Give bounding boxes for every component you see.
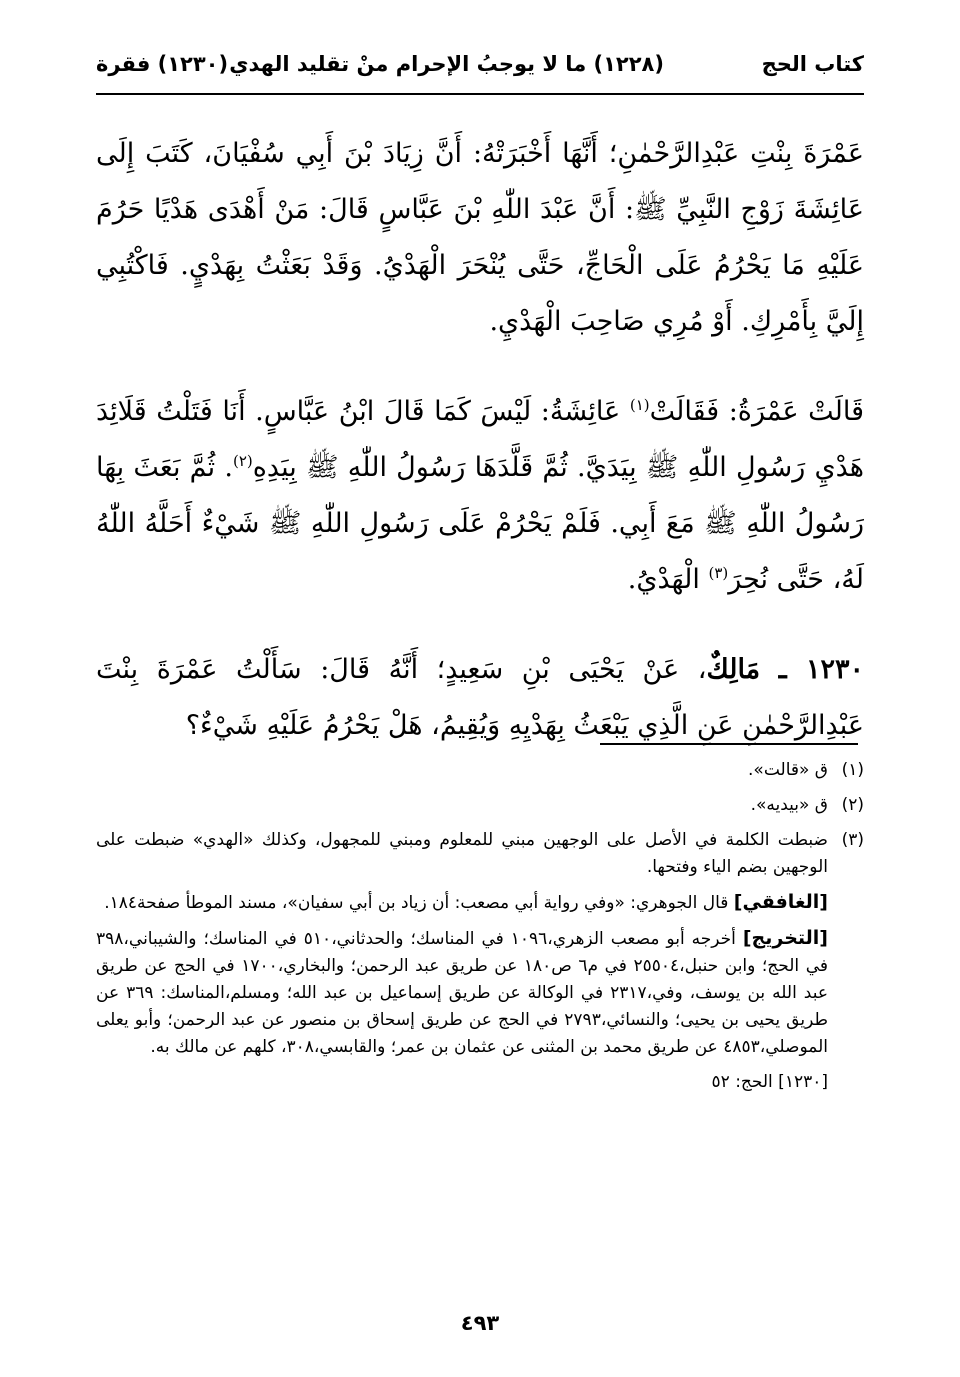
- footnote-ref-3[interactable]: (٣): [708, 564, 729, 582]
- footnote-3: [96, 827, 864, 881]
- paragraph-3: [96, 642, 864, 754]
- takhrij-text: أخرجه أبو مصعب الزهري،١٠٩٦ في المناسك؛ والحدثاني،٥١٠ في المناسك؛ والشيباني،٣٩٨ في الحج؛ وابن حنبل،٢٥٥٠٤ في م٦ ص١٨٠ عن طريق عبد الرحمن؛ والبخاري،١٧٠٠ في الحج عن طريق عبد الله بن يوسف، وفي،٢٣١٧ في الوكالة عن طريق إسماعيل بن عبد الله؛ ومسلم،المناسك: ٣٦٩ عن طريق يحيى بن يحيى؛ والنسائي،٢٧٩٣ في الحج عن طريق إسحاق بن منصور عن عبد الرحمن؛ وأبو يعلى الموصلي،٤٨٥٣ عن طريق محمد بن المثنى عن عثمان بن عمر؛ والقابسي،٣٠٨، كلهم عن مالك به.: [96, 929, 828, 1057]
- paragraph-2: [96, 384, 864, 608]
- cross-reference: [١٢٣٠] الحج: ٥٢: [711, 1072, 828, 1092]
- footnote-ref-2[interactable]: (٢): [232, 452, 253, 470]
- ghafiqi-note: [96, 889, 864, 917]
- paragraph-2-part-b: عَائِشَةُ: لَيْسَ كَمَا قَالَ ابْنُ عَبَّاسٍ. أَنَا فَتَلْتُ قَلَائِدَ هَدْيِ رَسُولِ اللّٰهِ ﷺ بِيَدَيَّ. ثُمَّ قَلَّدَهَا رَسُولُ اللّٰهِ ﷺ بِيَدِهِ: [96, 396, 864, 483]
- paragraph-2-part-a: قَالَتْ عَمْرَةُ: فَقَالَتْ: [649, 396, 864, 427]
- footnote-2: [96, 792, 864, 819]
- running-header: [96, 40, 864, 94]
- paragraph-3-text: ، عَنْ يَحْيَى بْنِ سَعِيدٍ؛ أَنَّهُ قَالَ: سَأَلْتُ عَمْرَةَ بِنْتَ عَبْدِالرَّحْمٰنِ عَنِ الَّذِي يَبْعَثُ بِهَدْيِهِ وَيُقِيمُ، هَلْ يَحْرُمُ عَلَيْهِ شَيْءٌ؟: [96, 654, 864, 741]
- main-text: [96, 126, 864, 788]
- ghafiqi-tag: [الغافقي]: [733, 891, 828, 913]
- footnote-ref-1[interactable]: (١): [629, 396, 650, 414]
- footnote-1-text: ق «قالت».: [748, 760, 828, 780]
- footnote-3-text: ضبطت الكلمة في الأصل على الوجهين مبني للمعلوم ومبني للمجهول، وكذلك «الهدي» ضبطت على الوجهين بضم الياء وفتحها.: [96, 830, 828, 877]
- narrator-malik: مَالِكٌ: [706, 654, 761, 685]
- page-number: ٤٩٣: [460, 1311, 500, 1335]
- footnote-3-number: (٣): [841, 830, 864, 850]
- takhrij-note: [96, 925, 864, 1061]
- footnote-1: [96, 757, 864, 784]
- paragraph-2-part-d: الْهَدْيُ.: [627, 564, 709, 595]
- chapter-title: (١٢٢٨) ما لا يوجبُ الإحرام منْ تقليد الهدي: [229, 52, 664, 76]
- header-divider: [96, 93, 864, 95]
- footnote-2-text: ق «بيديه».: [750, 795, 828, 815]
- footnote-1-number: (١): [841, 760, 864, 780]
- footnote-2-number: (٢): [841, 795, 864, 815]
- paragraph-1: عَمْرَةَ بِنْتِ عَبْدِالرَّحْمٰنِ؛ أَنَّهَا أَخْبَرَتْهُ: أَنَّ زِيَادَ بْنَ أَبِي سُفْيَانَ، كَتَبَ إِلَى عَائِشَةَ زَوْجِ النَّبِيِّ ﷺ: أَنَّ عَبْدَ اللّٰهِ بْنَ عَبَّاسٍ قَالَ: مَنْ أَهْدَى هَدْيًا حَرُمَ عَلَيْهِ مَا يَحْرُمُ عَلَى الْحَاجِّ، حَتَّى يُنْحَرَ الْهَدْيُ. وَقَدْ بَعَثْتُ بِهَدْيٍ. فَاكْتُبِي إِلَيَّ بِأَمْرِكِ. أَوْ مُرِي صَاحِبَ الْهَدْيِ.: [96, 138, 865, 337]
- footnotes: [96, 757, 864, 1104]
- book-title: كتاب الحج: [761, 52, 864, 76]
- footnote-divider: [600, 743, 858, 745]
- ghafiqi-text: قال الجوهري: «وفي رواية أبي مصعب: أن زياد بن أبي سفيان»، مسند الموطأ صفحة١٨٤.: [104, 893, 734, 913]
- paragraph-number: (١٢٣٠) فقرة: [96, 52, 229, 76]
- paragraph-2-part-c: . ثُمَّ بَعَثَ بِهَا رَسُولُ اللّٰهِ ﷺ مَعَ أَبِي. فَلَمْ يَحْرُمْ عَلَى رَسُولِ اللّٰهِ ﷺ شَيْءٌ أَحَلَّهُ اللّٰهُ لَهُ، حَتَّى نُحِرَ: [96, 452, 864, 595]
- hadith-number: ١٢٣٠ ـ: [778, 654, 865, 685]
- takhrij-tag: [التخريج]: [742, 927, 828, 949]
